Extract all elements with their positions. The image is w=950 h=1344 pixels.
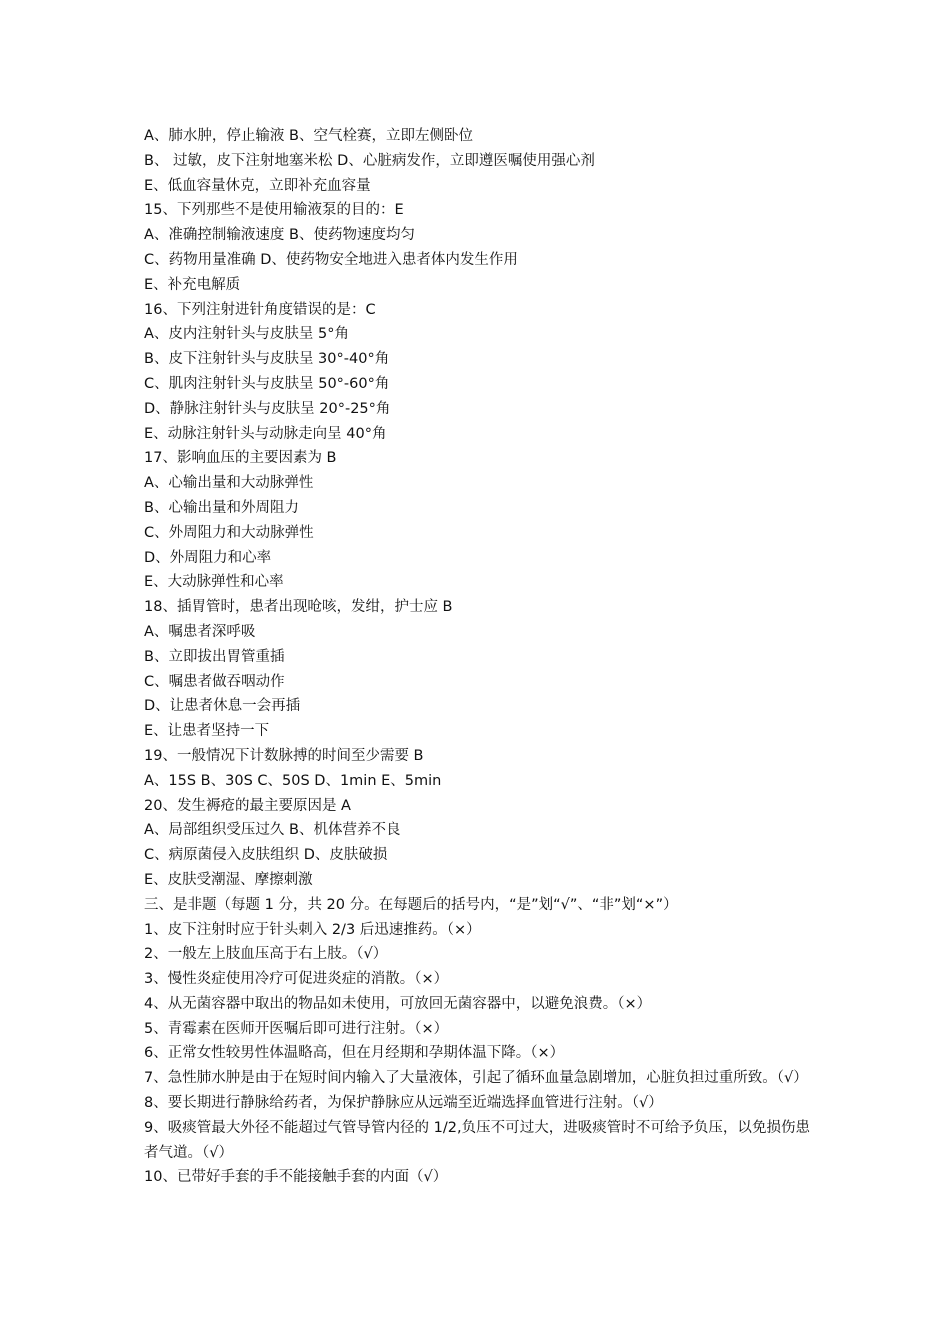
question-17: 17、影响血压的主要因素为 B (144, 450, 337, 467)
question-20: 20、发生褥疮的最主要原因是 A (144, 797, 351, 814)
document-page (144, 124, 810, 1190)
text-line: C、肌肉注射针头与皮肤呈 50°-60°角 (144, 375, 390, 392)
text-line: A、准确控制输液速度 B、使药物速度均匀 (144, 227, 415, 244)
true-false-7: 7、急性肺水肿是由于在短时间内输入了大量液体，引起了循环血量急剧增加，心脏负担过重所致。（√） (144, 1070, 808, 1087)
text-line: A、心输出量和大动脉弹性 (144, 475, 314, 492)
section-heading: 三、是非题（每题 1 分，共 20 分。在每题后的括号内，“是”划“√”、“非”划“×”） (144, 896, 678, 913)
true-false-6: 6、正常女性较男性体温略高，但在月经期和孕期体温下降。（×） (144, 1045, 565, 1062)
true-false-2: 2、一般左上肢血压高于右上肢。（√） (144, 946, 388, 963)
true-false-1: 1、皮下注射时应于针头刺入 2/3 后迅速推药。（×） (144, 921, 481, 938)
text-line: E、让患者坚持一下 (144, 723, 270, 740)
question-19: 19、一般情况下计数脉搏的时间至少需要 B (144, 747, 424, 764)
text-line: B、立即拔出胃管重插 (144, 648, 285, 665)
text-line: A、15S B、30S C、50S D、1min E、5min (144, 772, 442, 789)
text-line: C、外周阻力和大动脉弹性 (144, 524, 314, 541)
true-false-10: 10、已带好手套的手不能接触手套的内面（√） (144, 1169, 448, 1186)
text-line: A、局部组织受压过久 B、机体营养不良 (144, 822, 401, 839)
text-line: C、药物用量准确 D、使药物安全地进入患者体内发生作用 (144, 251, 518, 268)
text-line: E、动脉注射针头与动脉走向呈 40°角 (144, 425, 387, 442)
question-15: 15、下列那些不是使用输液泵的目的：E (144, 202, 404, 219)
text-line: B、心输出量和外周阻力 (144, 499, 299, 516)
true-false-5: 5、青霉素在医师开医嘱后即可进行注射。（×） (144, 1020, 449, 1037)
text-line: E、补充电解质 (144, 276, 241, 293)
text-line: D、静脉注射针头与皮肤呈 20°-25°角 (144, 400, 391, 417)
text-line: C、嘱患者做吞咽动作 (144, 673, 285, 690)
text-line: E、皮肤受潮湿、摩擦刺激 (144, 871, 313, 888)
question-18: 18、插胃管时，患者出现呛咳，发绀，护士应 B (144, 599, 453, 616)
true-false-8: 8、要长期进行静脉给药者，为保护静脉应从远端至近端选择血管进行注射。（√） (144, 1095, 663, 1112)
text-line: A、嘱患者深呼吸 (144, 623, 256, 640)
text-line: C、病原菌侵入皮肤组织 D、皮肤破损 (144, 847, 388, 864)
text-line: B、皮下注射针头与皮肤呈 30°-40°角 (144, 351, 390, 368)
true-false-3: 3、慢性炎症使用冷疗可促进炎症的消散。（×） (144, 971, 449, 988)
question-16: 16、下列注射进针角度错误的是：C (144, 301, 376, 318)
text-line: B、 过敏，皮下注射地塞米松 D、心脏病发作，立即遵医嘱使用强心剂 (144, 152, 595, 169)
text-line: D、外周阻力和心率 (144, 549, 272, 566)
true-false-9: 9、吸痰管最大外径不能超过气管导管内径的 1/2,负压不可过大，进吸痰管时不可给予负压，以免损伤患者气道。（√） (144, 1119, 810, 1161)
text-line: E、大动脉弹性和心率 (144, 574, 284, 591)
text-line: A、肺水肿，停止输液 B、空气栓赛，立即左侧卧位 (144, 128, 473, 144)
text-line: D、让患者休息一会再插 (144, 698, 301, 715)
text-line: A、皮内注射针头与皮肤呈 5°角 (144, 326, 350, 343)
true-false-4: 4、从无菌容器中取出的物品如未使用，可放回无菌容器中，以避免浪费。（×） (144, 995, 652, 1012)
text-line: E、低血容量休克，立即补充血容量 (144, 177, 371, 194)
